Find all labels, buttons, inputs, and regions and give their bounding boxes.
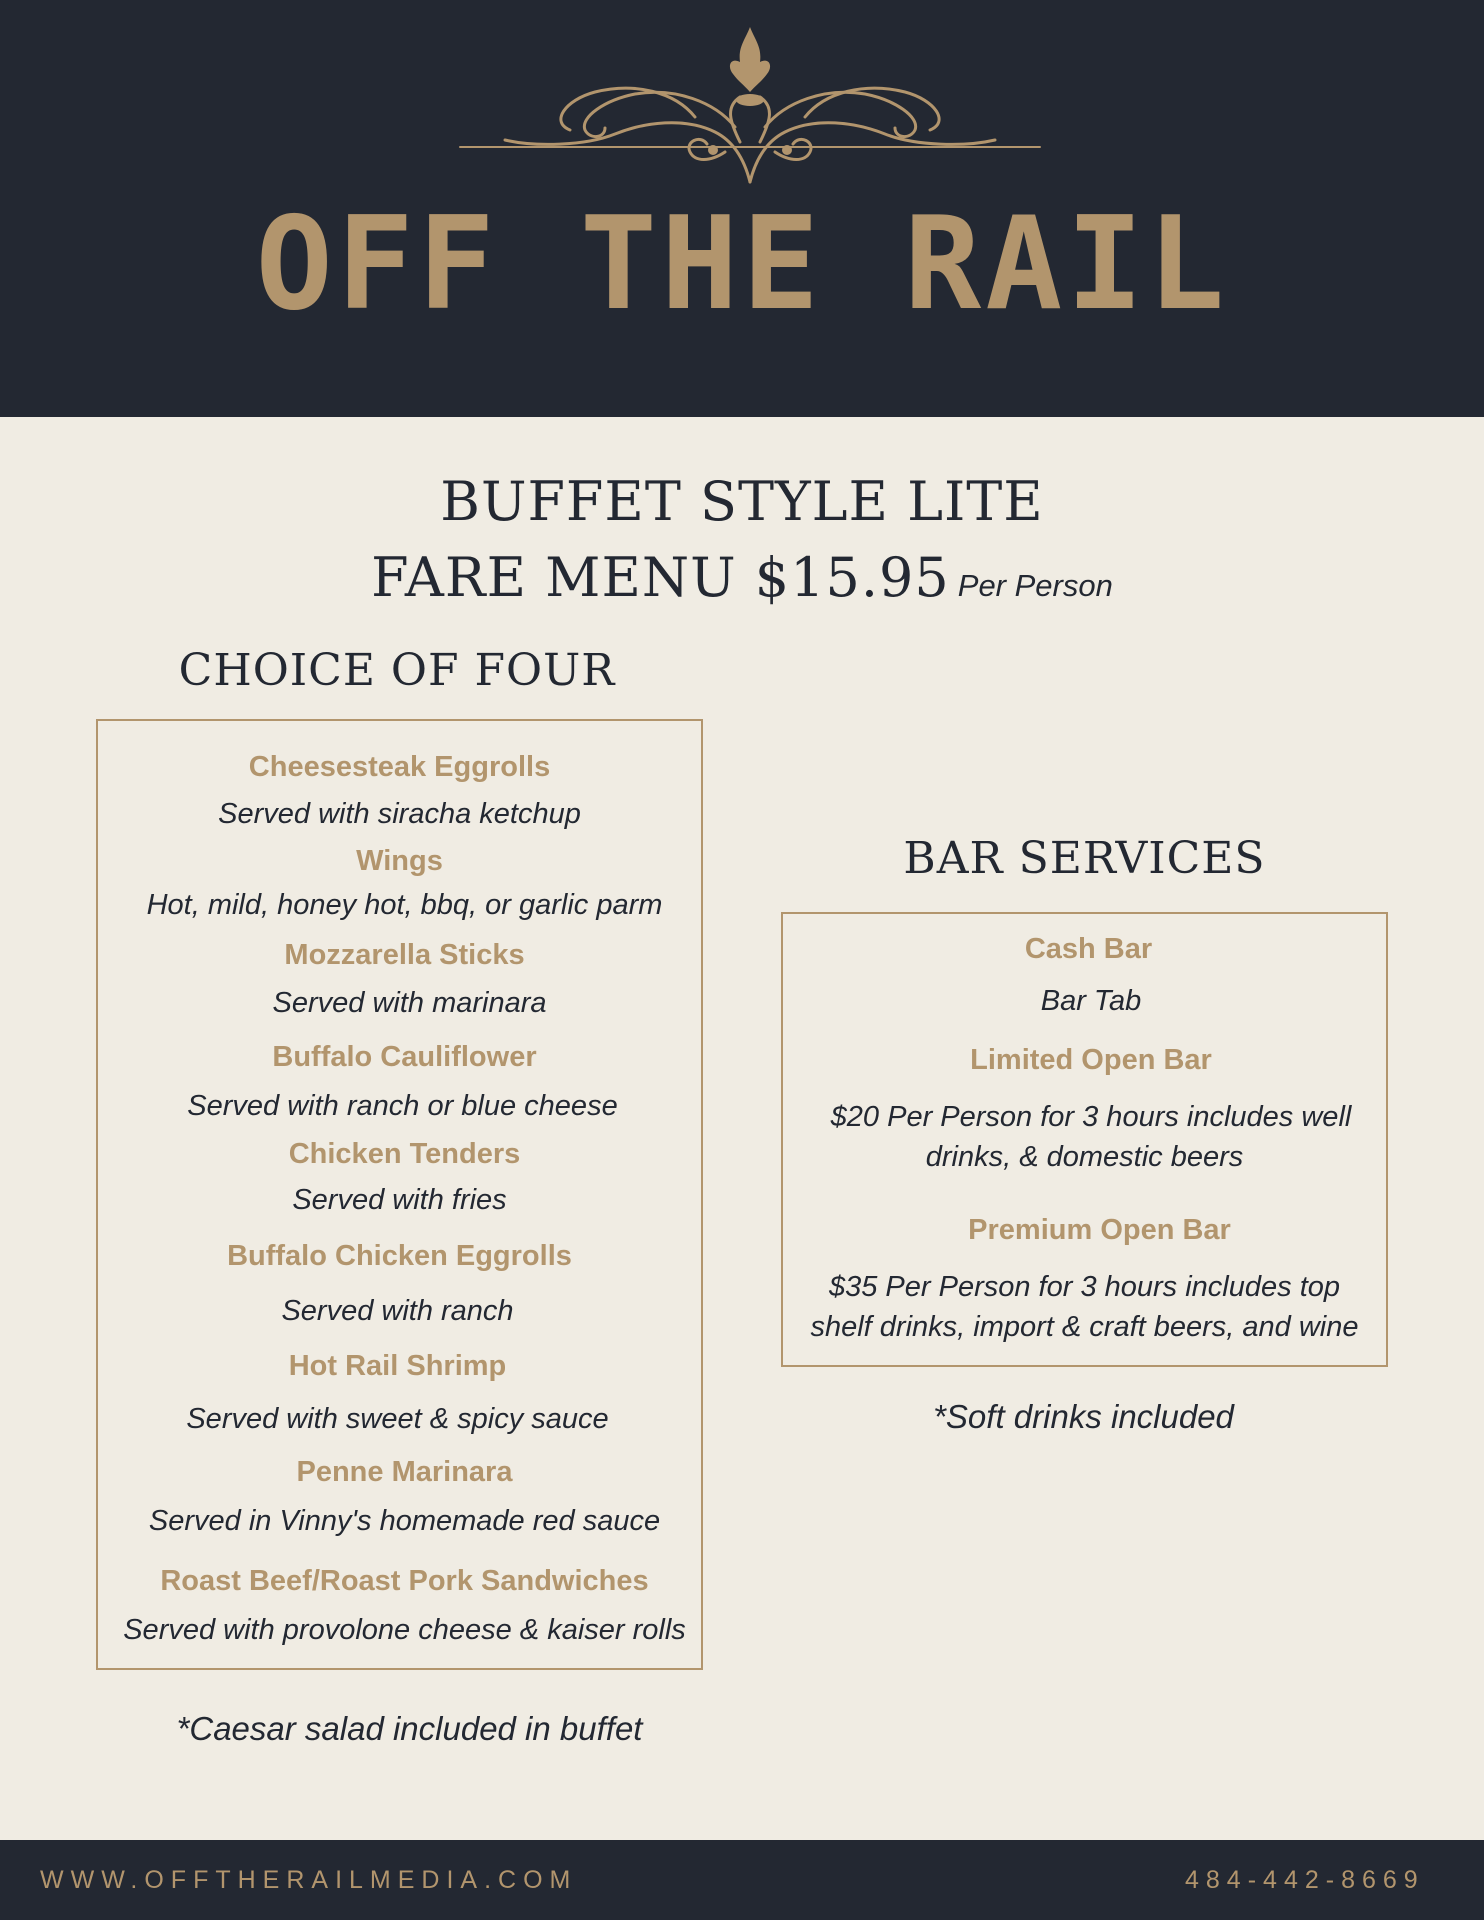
bar-item-name: Cash Bar xyxy=(1024,933,1153,965)
food-item-name: Cheesesteak Eggrolls xyxy=(248,751,551,783)
food-item-name: Penne Marinara xyxy=(296,1456,513,1488)
food-item-desc: Served with provolone cheese & kaiser rolls xyxy=(123,1614,686,1646)
food-item-desc: Served with siracha ketchup xyxy=(218,798,581,830)
bar-item-desc: shelf drinks, import & craft beers, and wine xyxy=(810,1311,1359,1343)
ornament-flourish xyxy=(455,22,1045,197)
bar-item-desc: Bar Tab xyxy=(1040,985,1142,1017)
bar-item-desc: $35 Per Person for 3 hours includes top xyxy=(828,1271,1341,1303)
food-item-desc: Served in Vinny's homemade red sauce xyxy=(148,1505,661,1537)
menu-title-line2 xyxy=(0,543,1484,621)
food-item-desc: Served with marinara xyxy=(272,987,547,1019)
food-item-name: Roast Beef/Roast Pork Sandwiches xyxy=(160,1565,649,1597)
choice-heading: CHOICE OF FOUR xyxy=(178,645,616,696)
food-item-name: Buffalo Cauliflower xyxy=(272,1041,537,1073)
bar-heading: BAR SERVICES xyxy=(903,833,1266,884)
soft-drinks-footnote: *Soft drinks included xyxy=(933,1398,1234,1435)
bar-item-name: Premium Open Bar xyxy=(968,1214,1231,1246)
food-item-name: Chicken Tenders xyxy=(288,1138,521,1170)
menu-title-line1: BUFFET STYLE LITE xyxy=(440,470,1044,533)
caesar-footnote: *Caesar salad included in buffet xyxy=(176,1710,643,1747)
website-link[interactable]: WWW.OFFTHERAILMEDIA.COM xyxy=(40,1866,578,1894)
food-item-desc: Served with ranch or blue cheese xyxy=(187,1090,618,1122)
food-item-name: Wings xyxy=(356,845,443,877)
menu-title-price: FARE MENU $15.95 xyxy=(371,546,950,609)
bar-item-desc: $20 Per Person for 3 hours includes well xyxy=(830,1101,1352,1133)
food-item-name: Buffalo Chicken Eggrolls xyxy=(227,1240,572,1272)
food-item-desc: Served with ranch xyxy=(281,1295,514,1327)
bar-item-desc: drinks, & domestic beers xyxy=(925,1141,1244,1173)
food-item-desc: Served with sweet & spicy sauce xyxy=(186,1403,609,1435)
food-item-desc: Hot, mild, honey hot, bbq, or garlic parm xyxy=(146,889,663,921)
brand-title: OFF THE RAIL xyxy=(255,190,1229,339)
per-person-label: Per Person xyxy=(957,568,1113,603)
bar-item-name: Limited Open Bar xyxy=(970,1044,1212,1076)
food-item-desc: Served with fries xyxy=(292,1184,507,1216)
food-item-name: Mozzarella Sticks xyxy=(284,939,525,971)
phone-number[interactable]: 484-442-8669 xyxy=(1185,1866,1425,1894)
food-item-name: Hot Rail Shrimp xyxy=(288,1350,507,1382)
